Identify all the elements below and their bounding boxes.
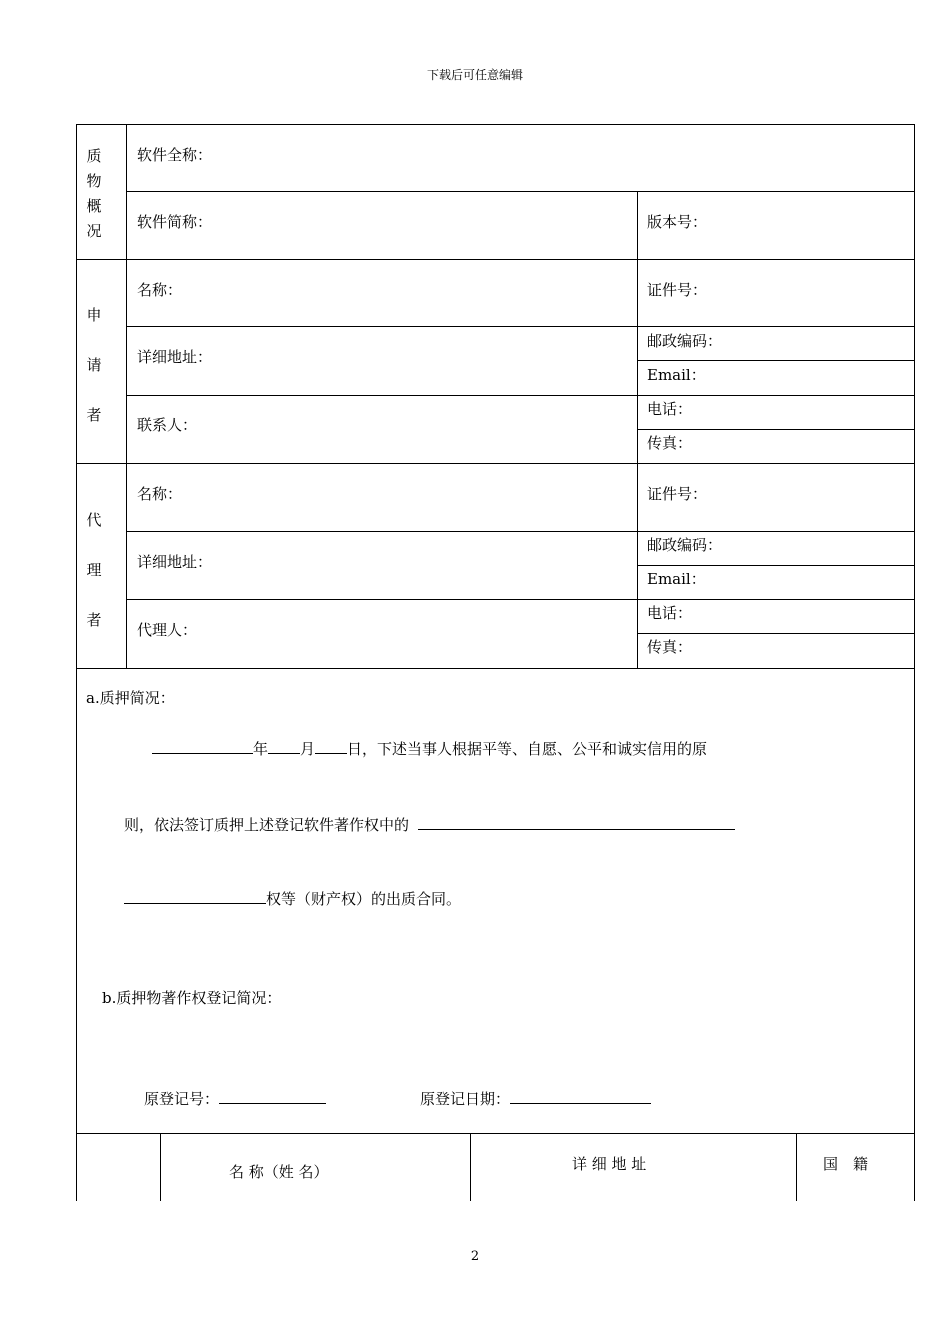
table-border-left: [76, 124, 77, 1201]
side-label-char: 申: [86, 306, 102, 324]
column-divider: [470, 1133, 471, 1201]
row-divider: [126, 326, 915, 327]
side-label-char: 况: [86, 222, 102, 240]
contract-date-line: [152, 738, 707, 758]
agent-email-field[interactable]: Email：: [647, 570, 706, 588]
side-label-char: 理: [86, 561, 102, 579]
orig-reg-date-blank[interactable]: [510, 1088, 651, 1104]
applicant-name-field[interactable]: 名称：: [137, 281, 183, 299]
side-label-char: 质: [86, 147, 102, 165]
applicant-id-field[interactable]: 证件号：: [647, 281, 708, 299]
side-label-char: 者: [86, 611, 102, 629]
applicant-postcode-field[interactable]: 邮政编码：: [647, 332, 723, 350]
orig-reg-date-label: 原登记日期：: [420, 1090, 511, 1108]
row-divider: [637, 633, 915, 634]
label-column-divider: [126, 124, 127, 668]
software-shortname-field[interactable]: 软件简称：: [137, 213, 213, 231]
orig-reg-no-blank[interactable]: [219, 1088, 326, 1104]
month-label: 月: [300, 740, 316, 758]
applicant-email-field[interactable]: Email：: [647, 366, 706, 384]
year-label: 年: [253, 740, 269, 758]
section-divider: [76, 463, 915, 464]
day-text: 日，下述当事人根据平等、自愿、公平和诚实信用的原: [347, 740, 708, 758]
section-divider: [76, 1133, 915, 1134]
row-divider: [126, 395, 915, 396]
name-column-header: 名 称（姓 名）: [229, 1163, 329, 1181]
contract-end-text: 权等（财产权）的出质合同。: [266, 890, 462, 908]
pledge-summary-title: a.质押简况：: [86, 689, 175, 707]
side-label-char: 者: [86, 406, 102, 424]
agent-id-field[interactable]: 证件号：: [647, 485, 708, 503]
right-scope-blank[interactable]: [418, 814, 735, 830]
nationality-column-header: 国 籍: [823, 1155, 869, 1173]
table-border-right: [914, 124, 915, 1201]
side-label-char: 代: [86, 511, 102, 529]
agent-fax-field[interactable]: 传真：: [647, 638, 693, 656]
row-divider: [126, 191, 915, 192]
applicant-address-field[interactable]: 详细地址：: [137, 348, 213, 366]
side-label-char: 物: [86, 172, 102, 190]
row-divider: [637, 565, 915, 566]
year-blank[interactable]: [152, 738, 253, 754]
page-header-note: 下载后可任意编辑: [426, 68, 523, 82]
applicant-contact-field[interactable]: 联系人：: [137, 416, 198, 434]
contract-body-text: 则，依法签订质押上述登记软件著作权中的: [124, 816, 410, 834]
agent-phone-field[interactable]: 电话：: [647, 604, 693, 622]
row-divider: [637, 429, 915, 430]
section-divider: [76, 259, 915, 260]
contract-end-line: [124, 888, 461, 908]
agent-address-field[interactable]: 详细地址：: [137, 553, 213, 571]
software-fullname-field[interactable]: 软件全称：: [137, 146, 213, 164]
section-divider: [76, 668, 915, 669]
agent-person-field[interactable]: 代理人：: [137, 621, 198, 639]
month-blank[interactable]: [268, 738, 300, 754]
day-blank[interactable]: [315, 738, 347, 754]
column-divider: [160, 1133, 161, 1201]
original-registration-line: [144, 1088, 326, 1108]
contract-body-line: [124, 814, 735, 834]
table-border-top: [76, 124, 915, 125]
side-label-char: 概: [86, 197, 102, 215]
column-divider: [637, 259, 638, 668]
right-type-blank[interactable]: [124, 888, 266, 904]
column-divider: [637, 191, 638, 259]
page-number: 2: [470, 1249, 480, 1264]
side-label-char: 请: [86, 356, 102, 374]
agent-name-field[interactable]: 名称：: [137, 485, 183, 503]
version-field[interactable]: 版本号：: [647, 213, 708, 231]
row-divider: [126, 531, 915, 532]
address-column-header: 详 细 地 址: [572, 1155, 647, 1173]
agent-postcode-field[interactable]: 邮政编码：: [647, 536, 723, 554]
row-divider: [637, 360, 915, 361]
registration-summary-title: b.质押物著作权登记简况：: [102, 989, 282, 1007]
applicant-fax-field[interactable]: 传真：: [647, 434, 693, 452]
row-divider: [126, 599, 915, 600]
orig-reg-no-label: 原登记号：: [144, 1090, 220, 1108]
applicant-phone-field[interactable]: 电话：: [647, 400, 693, 418]
column-divider: [796, 1133, 797, 1201]
original-registration-date-line: [420, 1088, 651, 1108]
